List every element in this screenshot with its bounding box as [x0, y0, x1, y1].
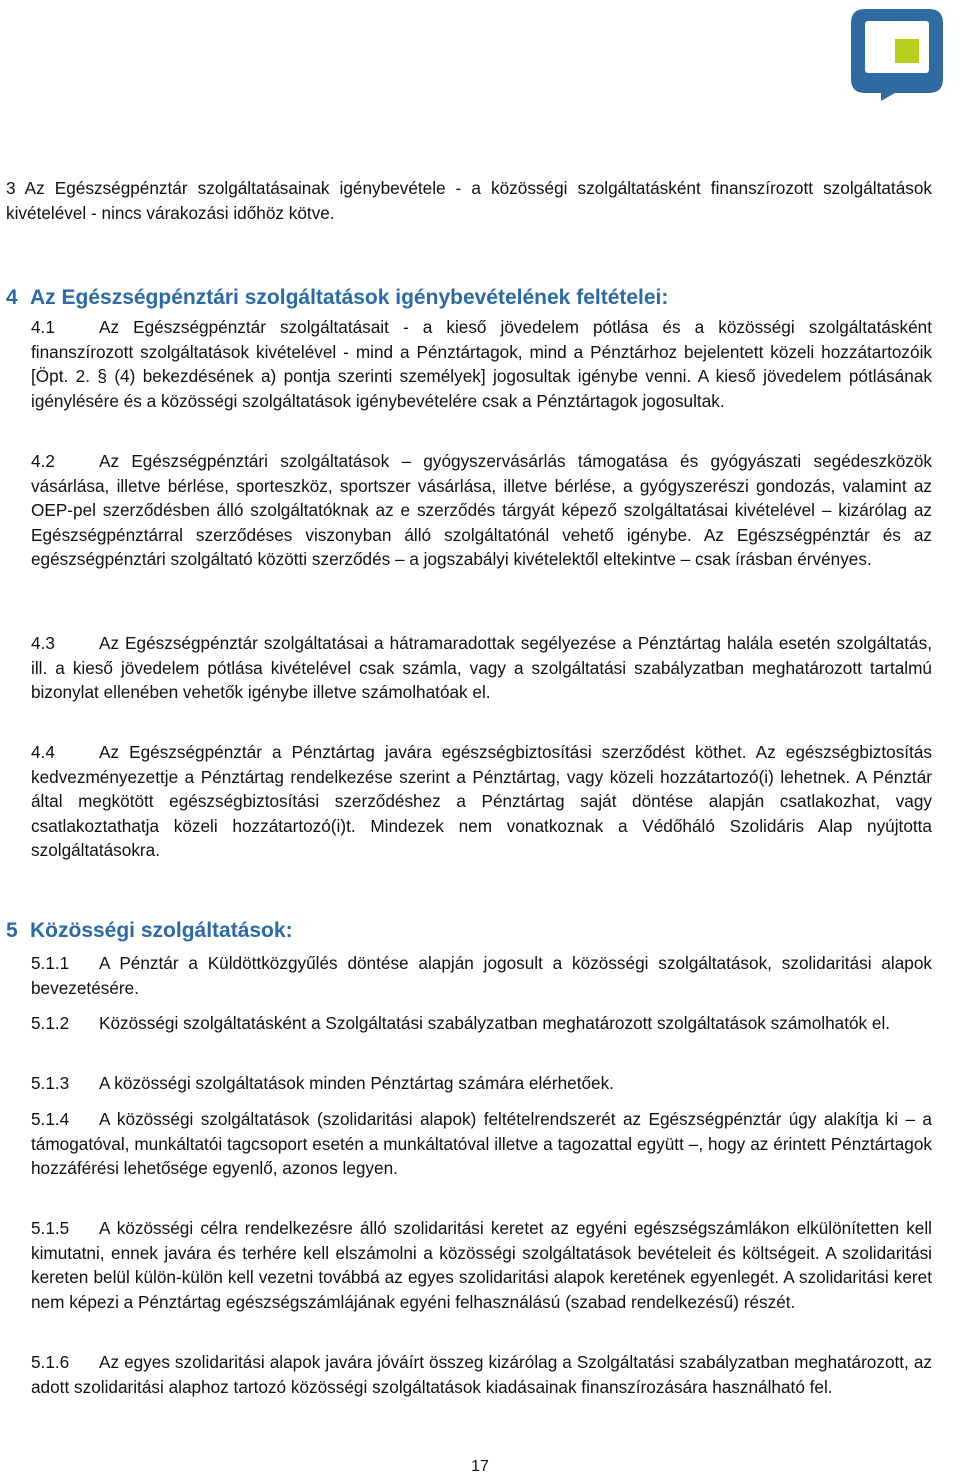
item-text: A Pénztár a Küldöttközgyűlés döntése alapján jogosult a közösségi szolgáltatások, szolidaritási alapok bevezetésére.	[31, 953, 932, 998]
item-number: 4.2	[31, 451, 55, 471]
item-number: 5.1.6	[31, 1352, 70, 1372]
list-item-4-3	[31, 631, 932, 705]
item-text: Az Egészségpénztár szolgáltatásait - a kieső jövedelem pótlása és a közösségi szolgáltatásként finanszírozott szolgáltatások kivételével - mind a Pénztártagok, mind a Pénztárhoz bejelentett közeli hozzátartozóik [Öpt. 2. § (4) bekezdésének a) pontja szerinti személyek] jogosultak igénybe venni. A kieső jövedelem pótlásának igénylésére és a közösségi szolgáltatások igénybevételére csak a Pénztártagok jogosultak.	[31, 317, 932, 411]
item-number: 4.4	[31, 742, 55, 762]
item-text: Az Egészségpénztár a Pénztártag javára egészségbiztosítási szerződést köthet. Az egészségbiztosítás kedvezményezettje a Pénztártag rendelkezése szerint a Pénztártag, vagy közeli hozzátartozó(i) lehetnek. A Pénztár által megkötött egészségbiztosítási szerződéshez a Pénztártag saját döntése alapján csatlakozhat, vagy csatlakoztathatja közeli hozzátartozó(i)t. Mindezek nem vonatkoznak a Védőháló Szolidáris Alap nyújtotta szolgáltatásokra.	[31, 742, 932, 860]
item-number: 5.1.2	[31, 1013, 70, 1033]
item-text: Az Egészségpénztár szolgáltatásai a hátramaradottak segélyezése a Pénztártag halála esetén szolgáltatás, ill. a kieső jövedelem pótlása kivételével csak számla, vagy a szolgáltatási szabályzatban meghatározott tartalmú bizonylat ellenében vehetők igénybe illetve számolhatóak el.	[31, 633, 932, 702]
section-5-heading	[6, 918, 293, 944]
item-text: A közösségi szolgáltatások minden Pénztártag számára elérhetőek.	[99, 1073, 614, 1093]
section-4-number: 4	[6, 286, 18, 309]
list-item-4-4	[31, 740, 932, 863]
speech-bubble-logo-icon	[851, 9, 943, 101]
list-item-4-2	[31, 449, 932, 572]
list-item-5-1-3	[31, 1071, 932, 1096]
item-text: Az egyes szolidaritási alapok javára jóváírt összeg kizárólag a Szolgáltatási szabályzatban meghatározott, az adott szolidaritási alaphoz tartozó közösségi szolgáltatások kiadásainak finanszírozására használható fel.	[31, 1352, 932, 1397]
list-item-5-1-6	[31, 1350, 932, 1399]
item-number: 5.1.4	[31, 1109, 70, 1129]
item-text: A közösségi szolgáltatások (szolidaritási alapok) feltételrendszerét az Egészségpénztár úgy alakítja ki – a támogatóval, munkáltatói tagcsoport esetén a munkáltatóval illetve a tagozattal együtt –, hogy az érintett Pénztártagok hozzáférési lehetősége egyenlő, azonos legyen.	[31, 1109, 932, 1178]
item-number: 5.1.3	[31, 1073, 70, 1093]
item-text: A közösségi célra rendelkezésre álló szolidaritási keretet az egyéni egészségszámlákon elkülönítetten kell kimutatni, ennek javára és terhére kell elszámolni a közösségi szolgáltatások bevételeit és költségeit. A szolidaritási kereten belül külön-külön kell vezetni továbbá az egyes szolidaritási alapok keretének egyenlegét. A szolidaritási keret nem képezi a Pénztártag egészségszámlájának egyéni felhasználású (szabad rendelkezésű) részét.	[31, 1218, 932, 1312]
list-item-5-1-2	[31, 1011, 932, 1036]
list-item-4-1	[31, 315, 932, 413]
item-number: 4.1	[31, 317, 55, 337]
list-item-5-1-1	[31, 951, 932, 1000]
section-5-title: Közösségi szolgáltatások:	[30, 919, 293, 942]
item-text: Az Egészségpénztári szolgáltatások – gyógyszervásárlás támogatása és gyógyászati segédeszközök vásárlása, illetve bérlése, sporteszköz, sportszer vásárlása, illetve bérlése, a gyógyszerészi gondozás, valamint az OEP-pel szerződésben álló szolgáltatóknak az e szerződés tárgyát képező szolgáltatásai kivételével – kizárólag az Egészségpénztárral szerződéses viszonyban álló szolgáltatónál vehető igénybe. Az Egészségpénztár és az egészségpénztári szolgáltató közötti szerződés – a jogszabályi kivételektől eltekintve – csak írásban érvényes.	[31, 451, 932, 569]
item-number: 4.3	[31, 633, 55, 653]
section-5-number: 5	[6, 919, 18, 942]
list-item-5-1-4	[31, 1107, 932, 1181]
section-4-title: Az Egészségpénztári szolgáltatások igénybevételének feltételei:	[30, 286, 669, 309]
item-number: 5.1.5	[31, 1218, 70, 1238]
item-text: Közösségi szolgáltatásként a Szolgáltatási szabályzatban meghatározott szolgáltatások számolhatók el.	[99, 1013, 891, 1033]
item-number: 5.1.1	[31, 953, 70, 973]
page-number: 17	[471, 1458, 489, 1475]
intro-paragraph: 3 Az Egészségpénztár szolgáltatásainak igénybevétele - a közösségi szolgáltatásként finanszírozott szolgáltatások kivételével - nincs várakozási időhöz kötve.	[6, 178, 932, 223]
section-4-heading	[6, 285, 668, 311]
list-item-5-1-5	[31, 1216, 932, 1314]
